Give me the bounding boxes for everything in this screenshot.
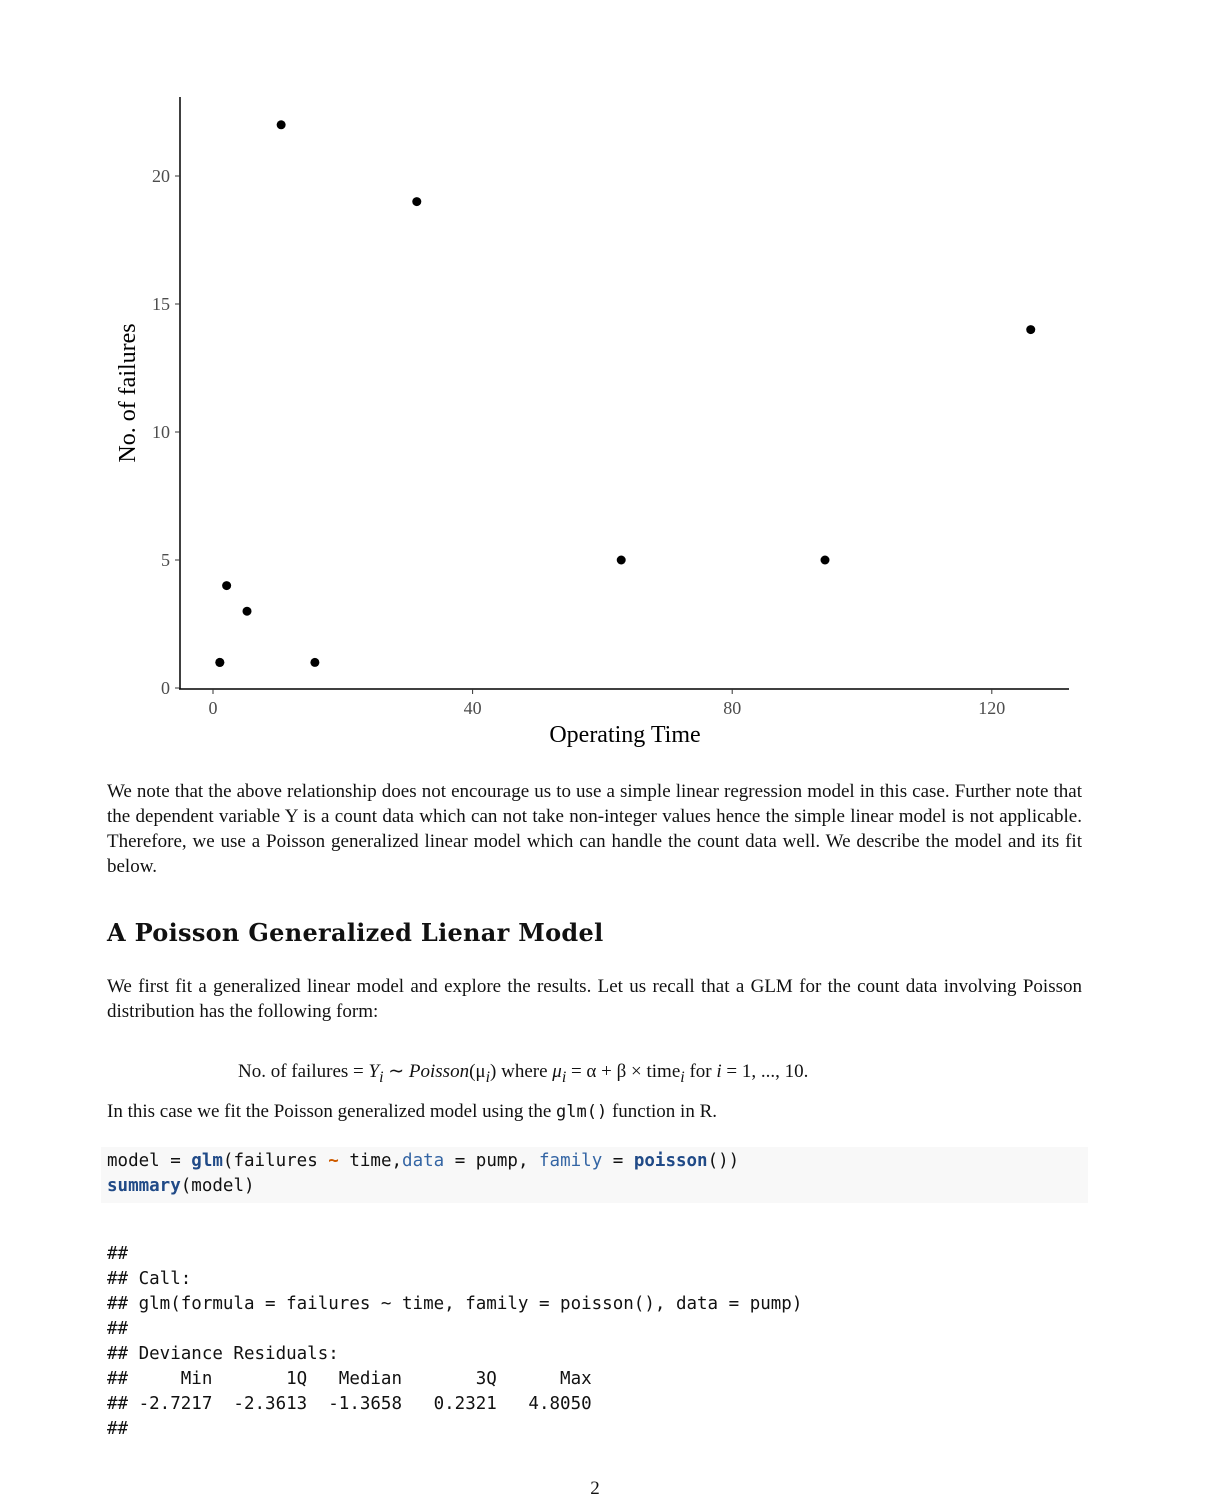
y-tick-label: 5 [161,550,170,570]
output-line: ## [107,1419,129,1439]
code-line [107,1174,1082,1199]
output-line: ## Min 1Q Median 3Q Max [107,1369,613,1389]
data-point [243,607,252,616]
code-token: = pump, [444,1151,540,1171]
paragraph-intro: We note that the above relationship does not encourage us to use a simple linear regression model in this case. Further note that the dependent variable Y is a count data which can not take non-integer values hence the simple linear model is not applicable. Therefore, we use a Poisson generalized linear model which can handle the count data well. We describe the model and its fit below. [107,781,1082,877]
f-range: = 1, ..., 10. [721,1061,809,1082]
x-axis-label: Operating Time [549,722,701,748]
code-token: model = [107,1151,192,1171]
f-sub4: i [680,1068,685,1086]
output-line: ## [107,1244,129,1264]
code-block [101,1147,1088,1203]
data-point [1026,325,1035,334]
code-token: = [602,1151,634,1171]
f-for: for [684,1061,717,1082]
f-mu-open: (μ [469,1061,486,1082]
data-point [821,556,830,565]
f-poisson: Poisson [408,1061,470,1082]
code-token: family [539,1151,603,1171]
y-tick-label: 0 [161,678,170,698]
code-token: ()) [707,1151,740,1171]
f-rhs: = α + β × [566,1061,647,1082]
x-tick-label: 120 [978,698,1006,718]
data-point [617,556,626,565]
data-point [412,197,421,206]
f-y: Y [368,1061,380,1082]
code-token: time, [338,1151,403,1171]
model-formula [238,1060,808,1087]
y-tick-label: 10 [152,422,170,442]
x-tick-label: 40 [463,698,482,718]
f-sim: ∼ [383,1061,409,1082]
inline-code: glm() [556,1102,608,1122]
output-line: ## glm(formula = failures ~ time, family = poisson(), data = pump) [107,1294,803,1314]
code-token: ~ [328,1151,339,1171]
output-line: ## Deviance Residuals: [107,1344,339,1364]
page-number: 2 [590,1478,600,1497]
code-token: data [402,1151,445,1171]
paragraph-glm: We first fit a generalized linear model and explore the results. Let us recall that a GLM for the count data involving Poisson distribution has the following form: [107,976,1082,1022]
data-point [215,658,224,667]
f-mu: μ [552,1061,562,1082]
data-point [222,581,231,590]
f-i: i [716,1061,722,1082]
code-token: poisson [633,1151,708,1171]
x-tick-label: 80 [723,698,742,718]
f-lhs: No. of failures [238,1061,349,1082]
y-axis-label: No. of failures [115,323,141,463]
section-heading: A Poisson Generalized Lienar Model [107,918,604,947]
f-close: ) [490,1061,497,1082]
y-tick-label: 15 [152,294,170,314]
y-tick-label: 20 [152,166,170,186]
output-line: ## Call: [107,1269,192,1289]
data-point [310,658,319,667]
code-output [107,1242,802,1442]
code-token: (failures [222,1151,329,1171]
paragraph-fit [107,1099,1082,1125]
f-where: where [496,1061,553,1082]
p3-before: In this case we fit the Poisson generalized model using the [107,1101,557,1122]
code-token: summary [107,1176,181,1196]
f-sub2: i [485,1068,491,1086]
p3-after: function in R. [607,1101,718,1122]
data-point [277,120,286,129]
f-sub: i [379,1068,384,1086]
output-line: ## [107,1319,129,1339]
f-time: time [646,1061,681,1082]
x-tick-label: 0 [208,698,218,718]
f-eq: = [348,1061,369,1082]
code-token: (model) [180,1176,255,1196]
code-token: glm [191,1151,223,1171]
f-sub3: i [561,1068,567,1086]
output-line: ## -2.7217 -2.3613 -1.3658 0.2321 4.8050 [107,1394,613,1414]
code-line [107,1149,1082,1174]
